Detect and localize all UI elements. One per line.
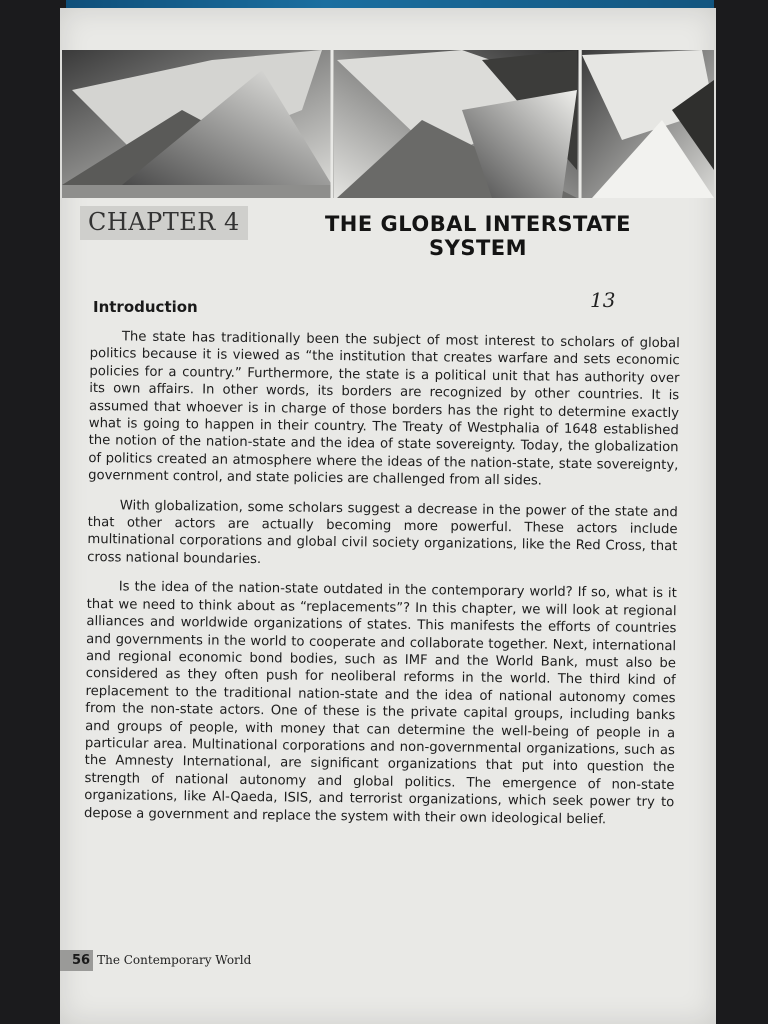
banner-graphic — [62, 50, 714, 198]
page-footer — [60, 948, 251, 972]
decorative-banner — [62, 50, 714, 198]
paragraph-3: Is the idea of the nation-state outdated in the contemporary world? If so, what is it that we need to think about as “replacements”? In this chapter, we will look at regional alliances and worldwide organizations of states. This manifests the efforts of countries and governments in the world to cooperate and collaborate together. Next, international and regional economic bond bodies, such as IMF and the World Bank, must also be considered as they often push for neoliberal reforms in the world. The third kind of replacement to the traditional nation-state and the idea of national autonomy comes from the non-state actors. One of these is the private capital groups, including banks and groups of people, with money that can determine the well-being of people in a particular area. Multinational corporations and non-governmental organizations, such as the Amnesty International, are significant organizations that put into question the strength of national autonomy and global politics. The emergence of non-state organizations, like Al-Qaeda, ISIS, and terrorist organizations, which seek power try to depose a government and replace the system with their own ideological belief. — [83, 579, 677, 827]
handwritten-mark: 13 — [590, 288, 616, 312]
chapter-title: THE GLOBAL INTERSTATE SYSTEM — [324, 212, 632, 260]
paragraph-1: The state has traditionally been the subject of most interest to scholars of global politics because it is viewed as “the institution that creates warfare and sets economic policies for a country.” Furthermore, the state is a political unit that has authority over its own affairs. In other words, its borders are recognized by other countries. It is assumed that whoever is in charge of those borders has the right to determine exactly what is going to happen in their country. The Treaty of Westphalia of 1648 established the notion of the nation-state and the idea of state sovereignty. Today, the globalization of politics created an atmosphere where the ideas of the nation-state, state sovereignty, government control, and state policies are challenged from all sides. — [88, 329, 680, 489]
book-title: The Contemporary World — [97, 953, 252, 967]
book-page — [60, 8, 716, 1024]
chapter-label: CHAPTER 4 — [80, 206, 248, 240]
page-number: 56 — [60, 950, 93, 971]
body-text — [84, 328, 680, 841]
paragraph-2: With globalization, some scholars suggest a decrease in the power of the state and that other actors are actually becoming more powerful. These actors include multinational corporations and global civil society organizations, like the Red Cross, that cross national boundaries. — [87, 498, 678, 567]
section-heading: Introduction — [93, 298, 198, 316]
